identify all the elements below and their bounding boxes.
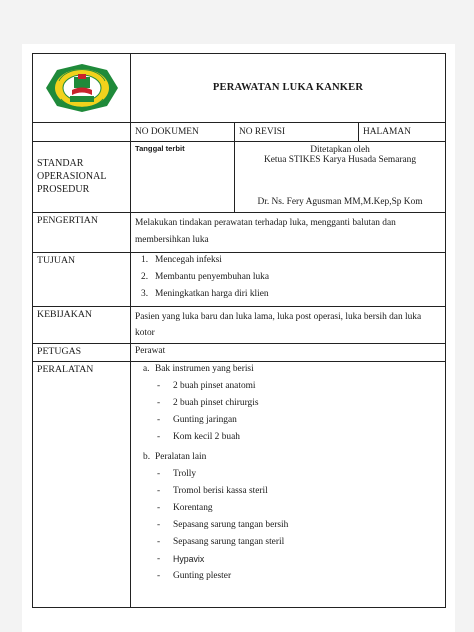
ditetapkan-label: Ditetapkan oleh bbox=[310, 144, 370, 155]
list-item: - Hypavix bbox=[157, 554, 205, 565]
tujuan-list-cell bbox=[131, 252, 446, 306]
kebijakan-label: KEBIJAKAN bbox=[37, 308, 92, 320]
list-item: - 2 buah pinset anatomi bbox=[157, 381, 256, 392]
kebijakan-text: Pasien yang luka baru dan luka lama, luka post operasi, luka bersih dan luka kotor bbox=[135, 311, 422, 338]
no-dokumen-cell bbox=[131, 123, 235, 142]
no-dokumen-label: NO DOKUMEN bbox=[135, 127, 199, 137]
peralatan-list-cell bbox=[131, 362, 446, 608]
list-item: 3. Meningkatkan harga diri klien bbox=[141, 288, 269, 299]
petugas-text-cell bbox=[131, 344, 446, 362]
list-item: - Gunting plester bbox=[157, 571, 232, 582]
ketua-label: Ketua STIKES Karya Husada Semarang bbox=[263, 154, 417, 165]
tujuan-label: TUJUAN bbox=[37, 254, 76, 266]
petugas-label: PETUGAS bbox=[37, 346, 82, 358]
peralatan-label-cell bbox=[33, 362, 131, 608]
tanggal-terbit-cell bbox=[131, 141, 235, 212]
document-page bbox=[22, 44, 455, 632]
pengertian-label-cell bbox=[33, 212, 131, 252]
halaman-label: HALAMAN bbox=[363, 127, 411, 137]
halaman-cell bbox=[359, 123, 446, 142]
kebijakan-label-cell bbox=[33, 306, 131, 344]
peralatan-label: PERALATAN bbox=[37, 364, 94, 376]
list-item: 2. Membantu penyembuhan luka bbox=[141, 271, 270, 282]
group-b-heading: b. Peralatan lain bbox=[143, 452, 207, 463]
group-a-heading: a. Bak instrumen yang berisi bbox=[143, 364, 254, 375]
list-item: - 2 buah pinset chirurgis bbox=[157, 398, 259, 409]
sop-table bbox=[32, 53, 446, 608]
list-item: - Gunting jaringan bbox=[157, 415, 237, 426]
petugas-text: Perawat bbox=[135, 346, 166, 357]
petugas-label-cell bbox=[33, 344, 131, 362]
document-title: PERAWATAN LUKA KANKER bbox=[131, 54, 446, 123]
standar-label: STANDAR OPERASIONAL PROSEDUR bbox=[37, 158, 107, 196]
no-revisi-cell bbox=[235, 123, 359, 142]
pengertian-text: Melakukan tindakan perawatan terhadap luka, mengganti balutan dan membersihkan luka bbox=[135, 217, 396, 246]
ditetapkan-cell bbox=[235, 141, 446, 212]
list-item: - Kom kecil 2 buah bbox=[157, 432, 240, 443]
tanggal-terbit-label: Tanggal terbit bbox=[135, 143, 185, 153]
logo-cell bbox=[33, 54, 131, 123]
standar-cell bbox=[33, 141, 131, 212]
header-spacer bbox=[33, 123, 131, 142]
list-item: - Korentang bbox=[157, 503, 213, 514]
list-item: - Sepasang sarung tangan steril bbox=[157, 537, 285, 548]
pengertian-label: PENGERTIAN bbox=[37, 214, 98, 226]
kebijakan-text-cell bbox=[131, 306, 446, 344]
list-item: - Tromol berisi kassa steril bbox=[157, 486, 268, 497]
pejabat-name: Dr. Ns. Fery Agusman MM,M.Kep,Sp Kom bbox=[257, 197, 423, 207]
list-item: - Trolly bbox=[157, 469, 197, 480]
list-item: 1. Mencegah infeksi bbox=[141, 254, 222, 265]
pengertian-text-cell bbox=[131, 212, 446, 252]
tujuan-label-cell bbox=[33, 252, 131, 306]
stikes-logo bbox=[33, 63, 130, 113]
list-item: - Sepasang sarung tangan bersih bbox=[157, 520, 289, 531]
no-revisi-label: NO REVISI bbox=[239, 127, 286, 137]
